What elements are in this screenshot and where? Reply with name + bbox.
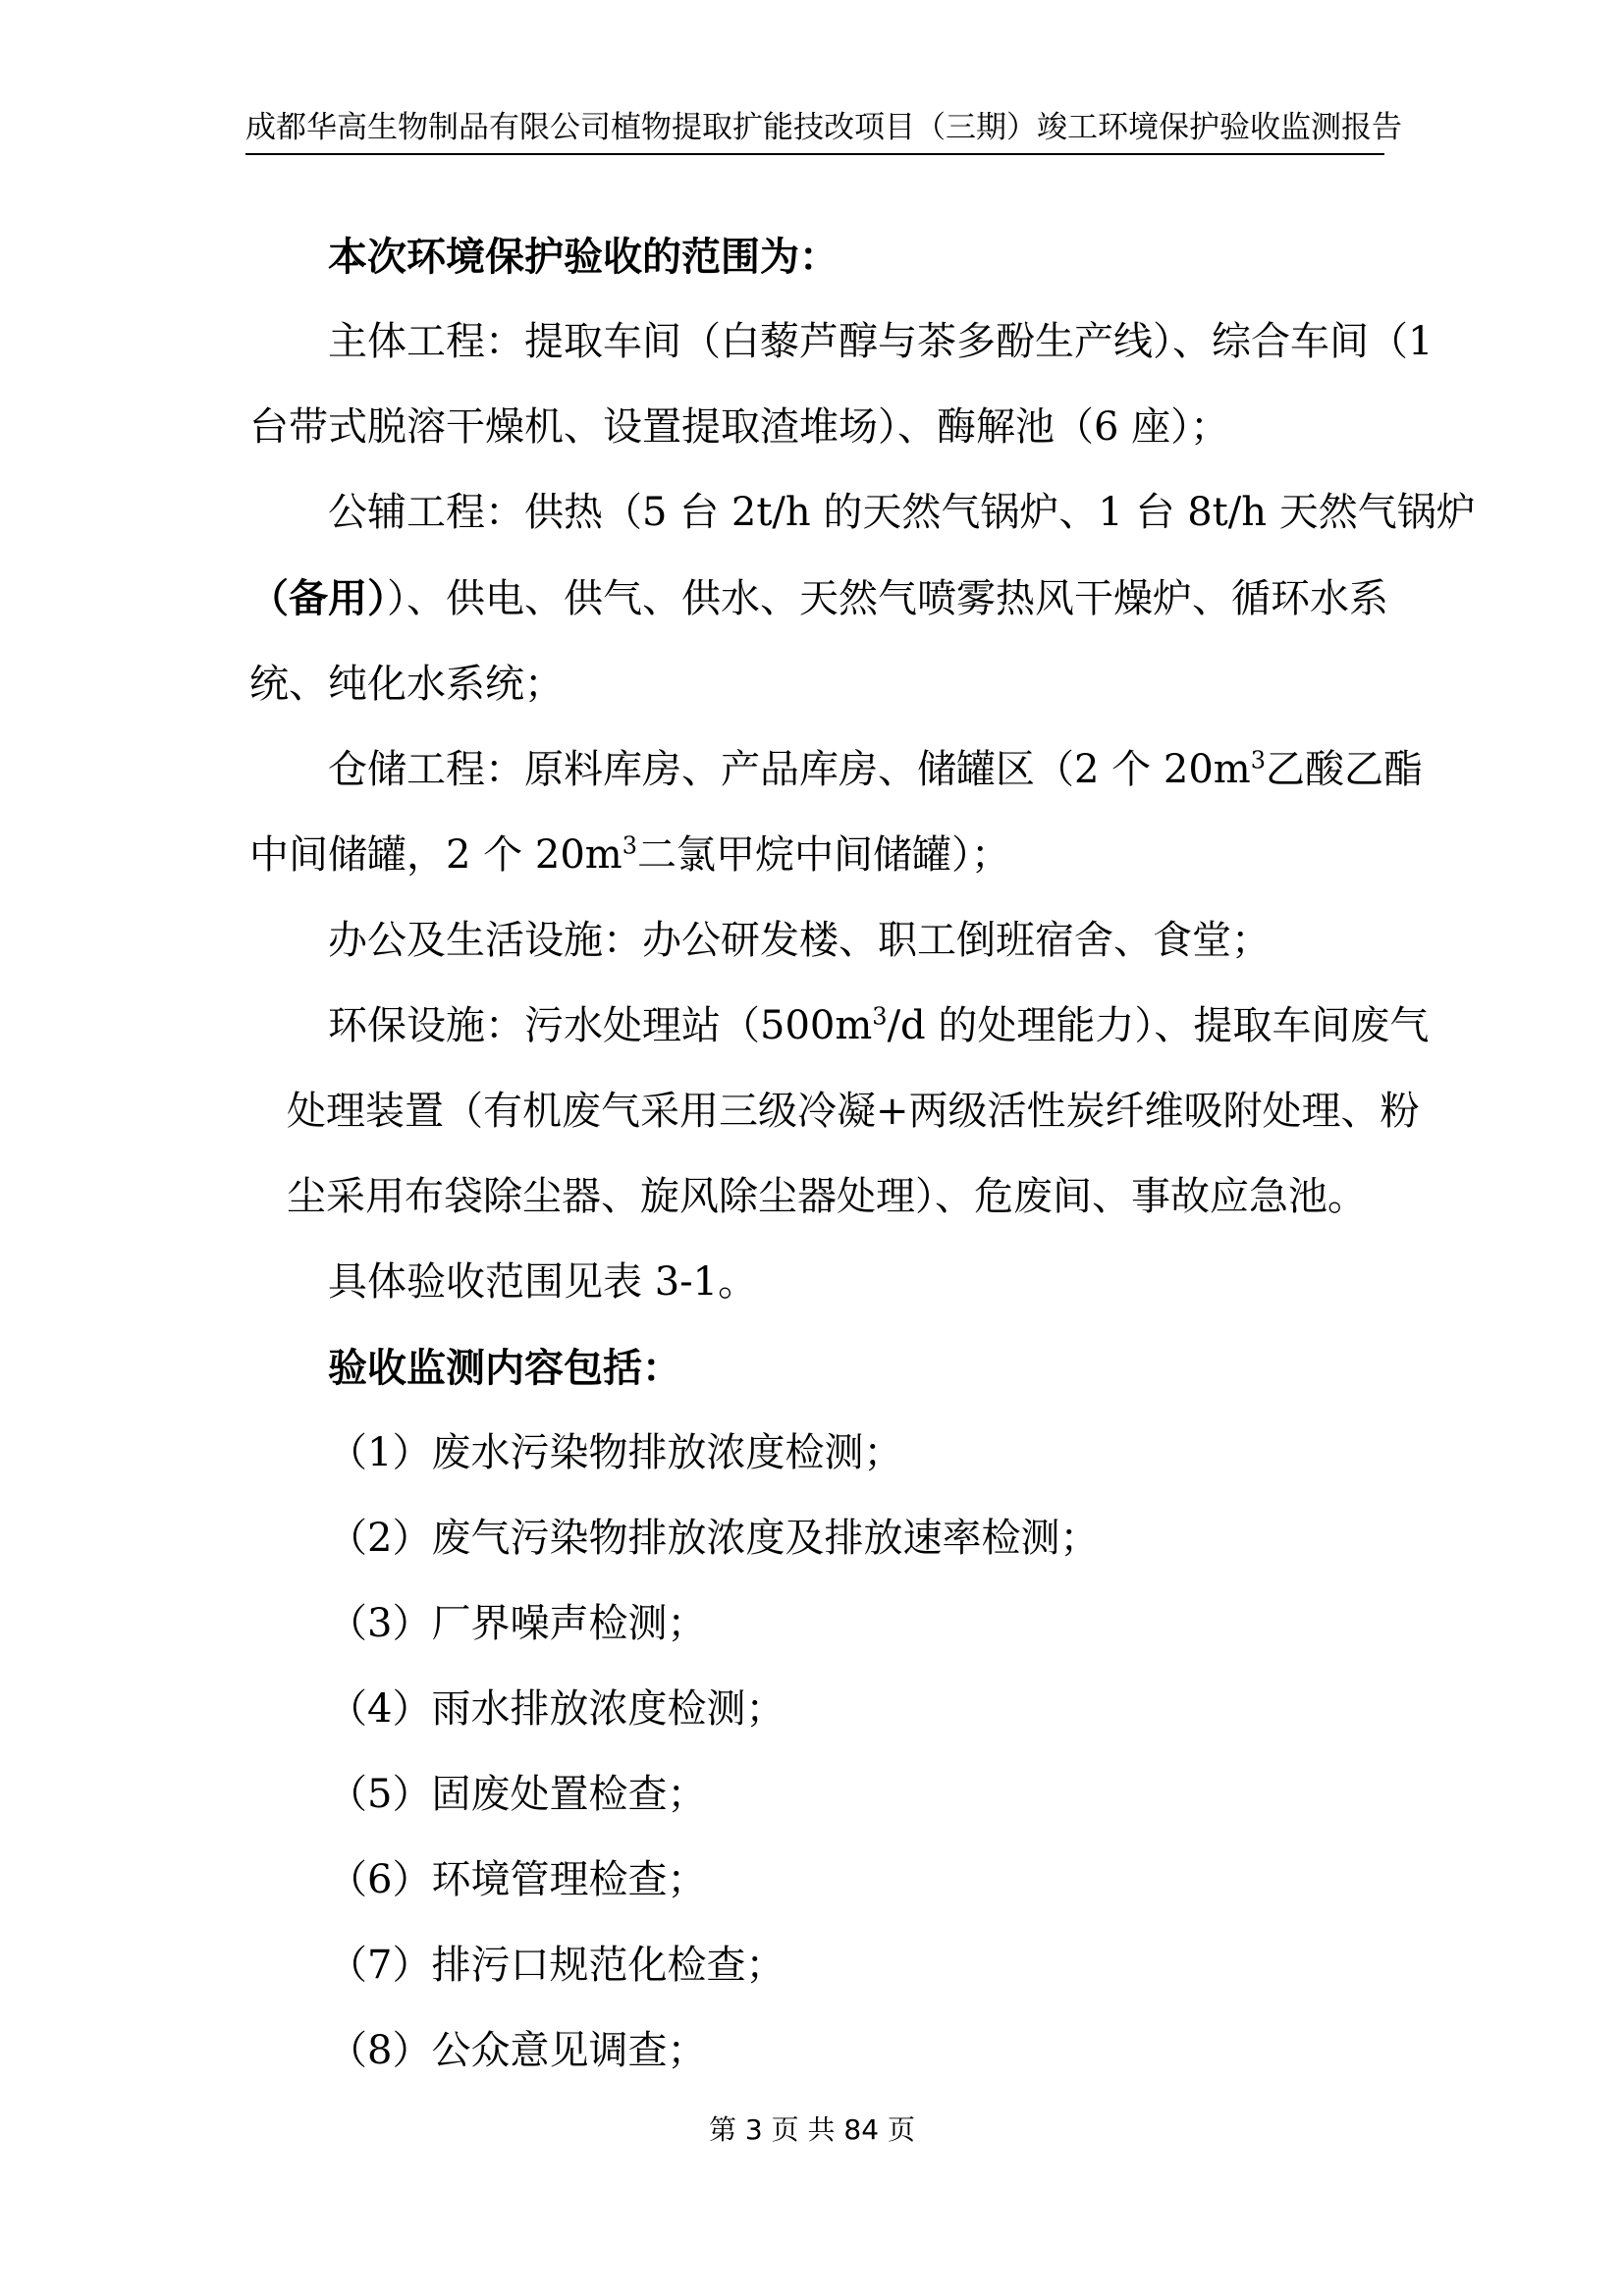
monitoring-heading: 验收监测内容包括： — [328, 1345, 681, 1391]
main-project-line-1: 主体工程：提取车间（白藜芦醇与茶多酚生产线）、综合车间（1 — [328, 319, 1434, 364]
list-item: （2）废气污染物排放浓度及排放速率检测； — [328, 1516, 1100, 1561]
storage-line-2-a: 中间储罐，2 个 20m — [249, 832, 623, 878]
standby-label: （备用） — [249, 575, 387, 621]
env-line-1-b: /d 的处理能力）、提取车间废气 — [887, 1003, 1430, 1048]
storage-line-2 — [249, 813, 1388, 898]
storage-line-2-b: 二氯甲烷中间储罐）； — [637, 832, 1010, 878]
page-number: 第 3 页 共 84 页 — [709, 2113, 915, 2146]
list-item: （1）废水污染物排放浓度检测； — [328, 1430, 903, 1475]
env-line-1-a: 环保设施：污水处理站（500m — [328, 1003, 873, 1048]
list-item: （7）排污口规范化检查； — [328, 1943, 785, 1988]
list-item: （6）环境管理检查； — [328, 1857, 707, 1902]
env-line-3: 尘采用布袋除尘器、旋风除尘器处理）、危废间、事故应急池。 — [287, 1174, 1367, 1219]
list-item: （4）雨水排放浓度检测； — [328, 1686, 785, 1732]
page-header — [245, 104, 1402, 155]
env-line-1 — [249, 984, 1430, 1069]
monitoring-list — [249, 1411, 1388, 2094]
main-project-line-2: 台带式脱溶干燥机、设置提取渣堆场）、酶解池（6 座）； — [249, 404, 1230, 450]
list-item: （8）公众意见调查； — [328, 2028, 707, 2073]
scope-heading: 本次环境保护验收的范围为： — [328, 234, 839, 280]
document-body — [249, 214, 1476, 2094]
superscript-3: 3 — [872, 1002, 888, 1031]
superscript-3: 3 — [1250, 746, 1266, 774]
list-item: （3）厂界噪声检测； — [328, 1601, 707, 1646]
list-item: （5）固废处置检查； — [328, 1772, 707, 1817]
utility-line-1: 公辅工程：供热（5 台 2t/h 的天然气锅炉、1 台 8t/h 天然气锅炉 — [328, 490, 1476, 535]
superscript-3: 3 — [622, 831, 637, 860]
page-footer — [0, 2109, 1624, 2148]
utility-line-2-text: ）、供电、供气、供水、天然气喷雾热风干燥炉、循环水系 — [387, 576, 1388, 621]
header-title: 成都华高生物制品有限公司植物提取扩能技改项目（三期）竣工环境保护验收监测报告 — [245, 110, 1402, 145]
storage-line-1-a: 仓储工程：原料库房、产品库房、储罐区（2 个 20m — [328, 747, 1251, 792]
office-line: 办公及生活设施：办公研发楼、职工倒班宿舍、食堂； — [328, 918, 1271, 963]
storage-line-1-b: 乙酸乙酯 — [1266, 747, 1423, 792]
utility-line-3: 统、纯化水系统； — [249, 662, 564, 707]
utility-line-2 — [249, 556, 1388, 642]
scope-table-reference: 具体验收范围见表 3-1。 — [328, 1259, 758, 1305]
storage-line-1 — [249, 727, 1423, 813]
env-line-2: 处理装置（有机废气采用三级冷凝+两级活性炭纤维吸附处理、粉 — [287, 1089, 1420, 1134]
